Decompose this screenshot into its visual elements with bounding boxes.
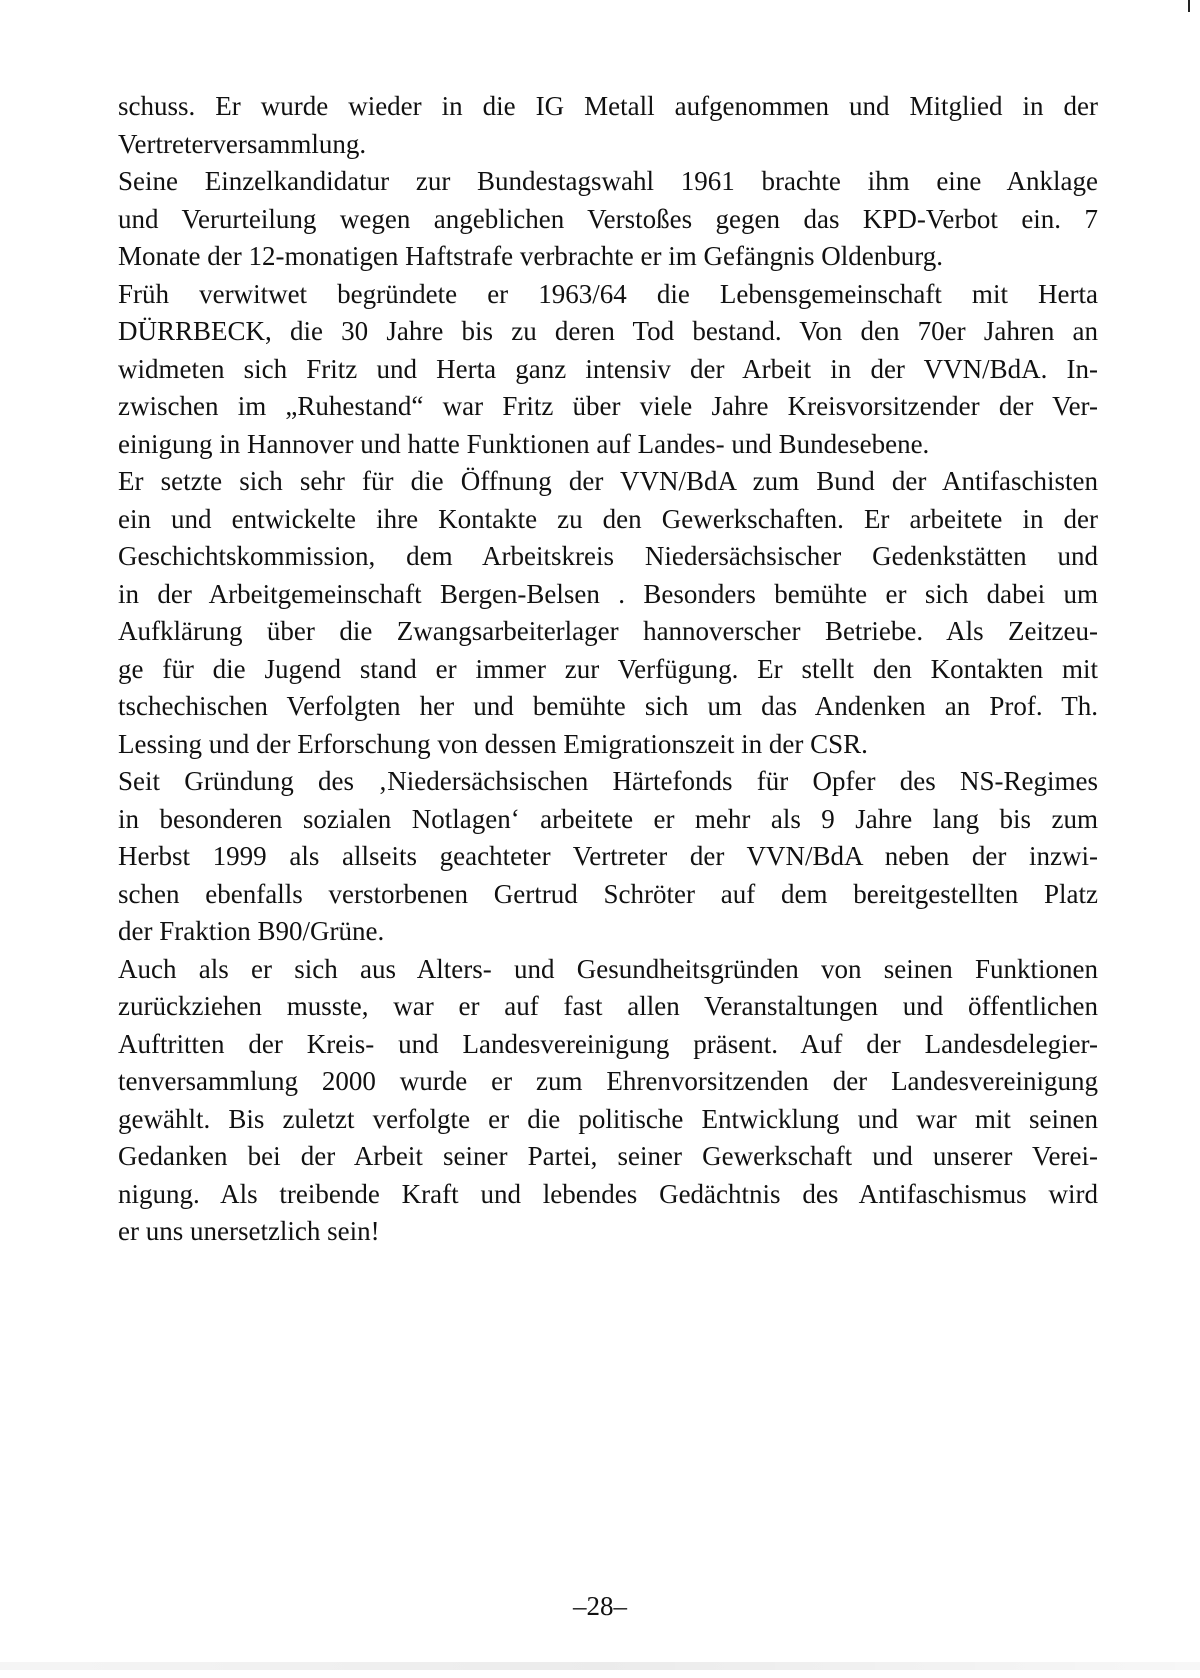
text-line: schen ebenfalls verstorbenen Gertrud Schröter auf dem bereitgestellten Platz bbox=[118, 878, 1098, 909]
text-line: DÜRRBECK, die 30 Jahre bis zu deren Tod bestand. Von den 70er Jahren an bbox=[118, 316, 1098, 346]
text-line: in der Arbeitgemeinschaft Bergen-Belsen . Besonders bemühte er sich dabei um bbox=[118, 578, 1098, 609]
scan-edge-mark bbox=[1188, 0, 1190, 12]
text-line: Herbst 1999 als allseits geachteter Vertreter der VVN/BdA neben der inzwi- bbox=[118, 841, 1098, 871]
text-line: Auftritten der Kreis- und Landesvereinigung präsent. Auf der Landesdelegier- bbox=[118, 1028, 1098, 1059]
page-number: –28– bbox=[573, 1591, 627, 1621]
text-line: in besonderen sozialen Notlagen‘ arbeitete er mehr als 9 Jahre lang bis zum bbox=[118, 803, 1098, 834]
text-line: nigung. Als treibende Kraft und lebendes Gedächtnis des Antifaschismus wird bbox=[118, 1178, 1098, 1209]
text-line: Monate der 12-monatigen Haftstrafe verbrachte er im Gefängnis Oldenburg. bbox=[118, 241, 943, 271]
text-line: zwischen im „Ruhestand“ war Fritz über viele Jahre Kreisvorsitzender der Ver- bbox=[118, 391, 1098, 421]
text-line: Geschichtskommission, dem Arbeitskreis Niedersächsischer Gedenkstätten und bbox=[118, 541, 1098, 571]
text-line: Auch als er sich aus Alters- und Gesundheitsgründen von seinen Funktionen bbox=[118, 953, 1098, 984]
body-text bbox=[118, 88, 1098, 1251]
text-line: Seine Einzelkandidatur zur Bundestagswahl 1961 brachte ihm eine Anklage bbox=[118, 166, 1098, 196]
text-line: Seit Gründung des ‚Niedersächsischen Härtefonds für Opfer des NS-Regimes bbox=[118, 766, 1098, 796]
text-line: Aufklärung über die Zwangsarbeiterlager hannoverscher Betriebe. Als Zeitzeu- bbox=[118, 616, 1098, 646]
text-line: einigung in Hannover und hatte Funktionen auf Landes- und Bundesebene. bbox=[118, 428, 930, 459]
text-line: und Verurteilung wegen angeblichen Verstoßes gegen das KPD-Verbot ein. 7 bbox=[118, 203, 1098, 234]
text-line: ge für die Jugend stand er immer zur Verfügung. Er stellt den Kontakten mit bbox=[118, 653, 1098, 684]
scan-bottom-edge bbox=[0, 1662, 1200, 1670]
text-line: tschechischen Verfolgten her und bemühte sich um das Andenken an Prof. Th. bbox=[118, 691, 1098, 721]
text-line: Gedanken bei der Arbeit seiner Partei, seiner Gewerkschaft und unserer Verei- bbox=[118, 1141, 1098, 1171]
text-line: der Fraktion B90/Grüne. bbox=[118, 916, 385, 946]
text-line: zurückziehen musste, war er auf fast allen Veranstaltungen und öffentlichen bbox=[118, 991, 1098, 1021]
text-line: Lessing und der Erforschung von dessen Emigrationszeit in der CSR. bbox=[118, 728, 868, 759]
text-line: Früh verwitwet begründete er 1963/64 die Lebensgemeinschaft mit Herta bbox=[118, 278, 1098, 309]
text-line: er uns unersetzlich sein! bbox=[118, 1216, 380, 1246]
text-line: schuss. Er wurde wieder in die IG Metall aufgenommen und Mitglied in der bbox=[118, 91, 1098, 121]
text-line: tenversammlung 2000 wurde er zum Ehrenvorsitzenden der Landesvereinigung bbox=[118, 1066, 1098, 1096]
text-line: gewählt. Bis zuletzt verfolgte er die politische Entwicklung und war mit seinen bbox=[118, 1103, 1098, 1134]
text-line: Vertreterversammlung. bbox=[118, 128, 367, 159]
text-line: widmeten sich Fritz und Herta ganz intensiv der Arbeit in der VVN/BdA. In- bbox=[118, 353, 1098, 384]
text-line: ein und entwickelte ihre Kontakte zu den Gewerkschaften. Er arbeitete in der bbox=[118, 503, 1098, 534]
text-line: Er setzte sich sehr für die Öffnung der VVN/BdA zum Bund der Antifaschisten bbox=[118, 466, 1098, 496]
